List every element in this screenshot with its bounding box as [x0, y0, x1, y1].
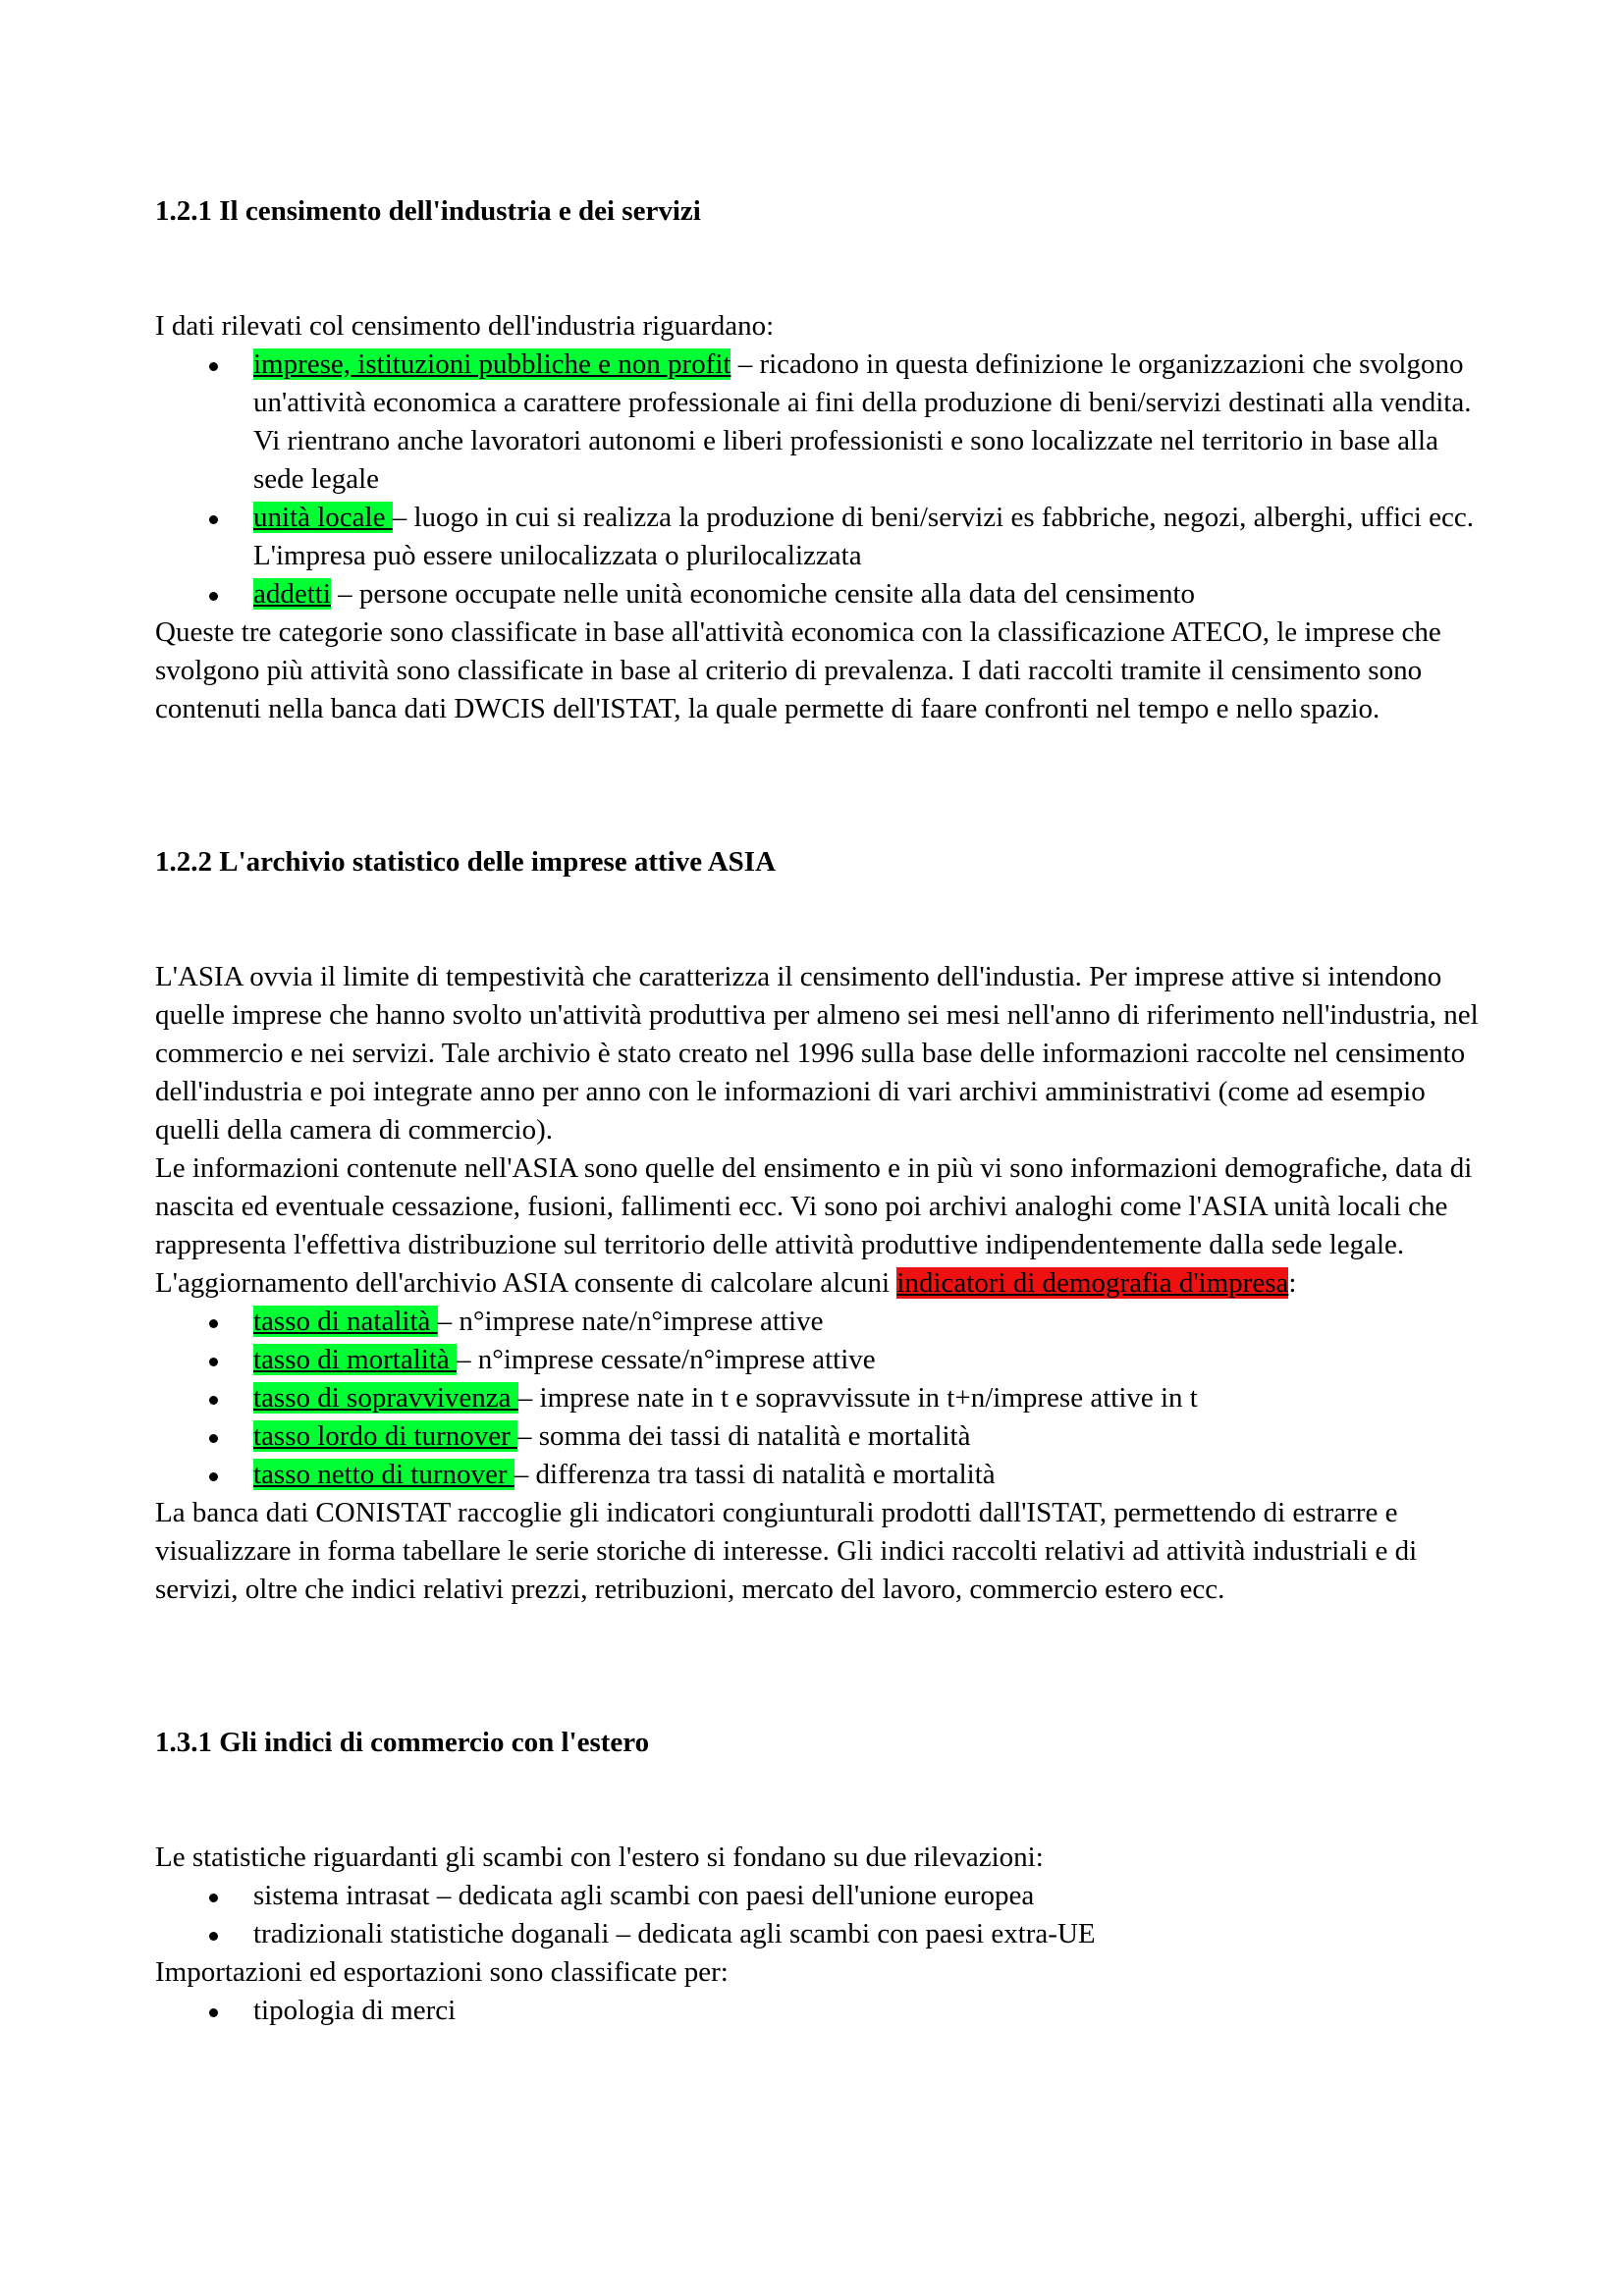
highlighted-term: imprese, istituzioni pubbliche e non profit: [253, 348, 731, 380]
highlighted-term: tasso di natalità: [253, 1306, 438, 1337]
paragraph: L'ASIA ovvia il limite di tempestività che caratterizza il censimento dell'industia. Per imprese attive si intendono quelle imprese che hanno svolto un'attività produttiva per almeno sei mesi nell'anno di riferimento nell'industria, nel commercio e nei servizi. Tale archivio è stato creato nel 1996 sulla base delle informazioni raccolte nel censimento dell'industria e poi integrate anno per anno con le informazioni di vari archivi amministrativi (come ad esempio quelli della camera di commercio).: [155, 961, 1479, 1146]
paragraph: I dati rilevati col censimento dell'industria riguardano:: [155, 310, 775, 342]
list-item-text: – somma dei tassi di natalità e mortalità: [517, 1420, 971, 1452]
paragraph: Le statistiche riguardanti gli scambi con l'estero si fondano su due rilevazioni:: [155, 1842, 1044, 1873]
list-item: [155, 499, 1490, 575]
highlighted-term: indicatori di demografia d'impresa: [896, 1267, 1289, 1299]
list-item: [155, 346, 1490, 499]
section-heading: 1.2.1 Il censimento dell'industria e dei servizi: [155, 195, 701, 227]
paragraph: La banca dati CONISTAT raccoglie gli indicatori congiunturali prodotti dall'ISTAT, permettendo di estrarre e visualizzare in forma tabellare le serie storiche di interesse. Gli indici raccolti relativi ad attività industriali e di servizi, oltre che indici relativi prezzi, retribuzioni, mercato del lavoro, commercio estero ecc.: [155, 1497, 1418, 1605]
bullet-list: [155, 1877, 1490, 1953]
list-item: [155, 1417, 1490, 1456]
bullet-list: [155, 346, 1490, 614]
list-item: [155, 575, 1490, 614]
highlighted-term: tasso di mortalità: [253, 1344, 457, 1375]
list-item: [155, 1456, 1490, 1494]
bullet-list: [155, 1992, 1490, 2030]
list-item: [155, 1341, 1490, 1379]
section-heading: 1.3.1 Gli indici di commercio con l'estero: [155, 1727, 650, 1758]
paragraph: Importazioni ed esportazioni sono classificate per:: [155, 1956, 729, 1988]
page-content: [155, 192, 1490, 2030]
section-heading: 1.2.2 L'archivio statistico delle imprese attive ASIA: [155, 846, 777, 878]
list-item: [155, 1303, 1490, 1341]
paragraph: [155, 1264, 1490, 1303]
list-item-text: – differenza tra tassi di natalità e mortalità: [514, 1459, 996, 1490]
list-item-text: – n°imprese nate/n°imprese attive: [437, 1306, 824, 1337]
list-item-text: – persone occupate nelle unità economiche censite alla data del censimento: [330, 578, 1196, 610]
list-item: [155, 1379, 1490, 1417]
list-item-text: – n°imprese cessate/n°imprese attive: [457, 1344, 876, 1375]
bullet-list: [155, 1303, 1490, 1494]
highlighted-term: tasso di sopravvivenza: [253, 1382, 518, 1414]
list-item: tradizionali statistiche doganali – dedicata agli scambi con paesi extra-UE: [155, 1915, 1490, 1953]
highlighted-term: tasso netto di turnover: [253, 1459, 514, 1490]
list-item-text: – imprese nate in t e sopravvissute in t+n/imprese attive in t: [517, 1382, 1198, 1414]
list-item: tipologia di merci: [155, 1992, 1490, 2030]
lead-text: L'aggiornamento dell'archivio ASIA consente di calcolare alcuni: [155, 1267, 897, 1299]
lead-text-end: :: [1288, 1267, 1297, 1299]
highlighted-term: addetti: [253, 578, 331, 610]
list-item-text: – luogo in cui si realizza la produzione di beni/servizi es fabbriche, negozi, alberghi, uffici ecc. L'impresa può essere unilocalizzata o plurilocalizzata: [253, 502, 1475, 571]
highlighted-term: tasso lordo di turnover: [253, 1420, 518, 1452]
list-item: sistema intrasat – dedicata agli scambi con paesi dell'unione europea: [155, 1877, 1490, 1915]
highlighted-term: unità locale: [253, 502, 393, 533]
paragraph: Le informazioni contenute nell'ASIA sono quelle del ensimento e in più vi sono informazioni demografiche, data di nascita ed eventuale cessazione, fusioni, fallimenti ecc. Vi sono poi archivi analoghi come l'ASIA unità locali che rappresenta l'effettiva distribuzione sul territorio delle attività produttive indipendentemente dalla sede legale.: [155, 1152, 1473, 1260]
list-item-text: – ricadono in questa definizione le organizzazioni che svolgono un'attività economica a carattere professionale ai fini della produzione di beni/servizi destinati alla vendita. Vi rientrano anche lavoratori autonomi e liberi professionisti e sono localizzate nel territorio in base alla sede legale: [253, 348, 1472, 495]
paragraph: Queste tre categorie sono classificate in base all'attività economica con la classificazione ATECO, le imprese che svolgono più attività sono classificate in base al criterio di prevalenza. I dati raccolti tramite il censimento sono contenuti nella banca dati DWCIS dell'ISTAT, la quale permette di faare confronti nel tempo e nello spazio.: [155, 616, 1441, 724]
